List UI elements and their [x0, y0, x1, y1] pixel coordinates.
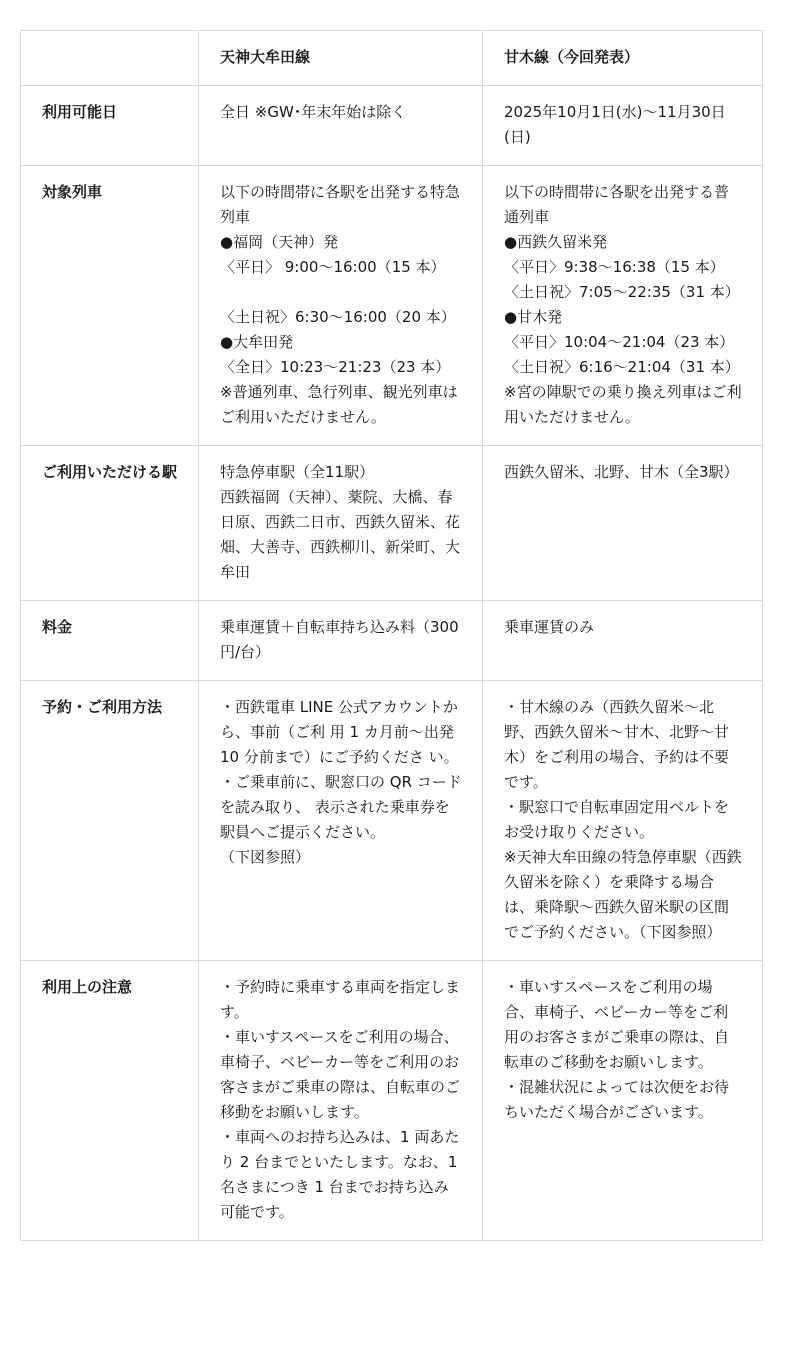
cell-line: ・西鉄電車 LINE 公式アカウントから、事前（ご利 用 1 カ月前～出発 10 分前まで）にご予約くださ い。 — [220, 698, 459, 766]
row-label: 予約・ご利用方法 — [21, 681, 199, 961]
cell-amagi — [483, 601, 763, 681]
cell-amagi — [483, 86, 763, 166]
cell-line: ※普通列車、急行列車、観光列車はご利用いただけません。 — [220, 383, 458, 426]
cell-line: ・混雑状況によっては次便をお待ちいただく場合がございます。 — [504, 1078, 730, 1121]
cell-tenjin-omuta — [199, 86, 483, 166]
cell-line: 〈土日祝〉6:16～21:04（31 本） — [504, 358, 740, 376]
cell-line: ●福岡（天神）発 — [220, 233, 339, 251]
cell-line: 〈平日〉10:04～21:04（23 本） — [504, 333, 735, 351]
cell-line: 乗車運賃のみ — [504, 618, 595, 636]
cell-tenjin-omuta — [199, 446, 483, 601]
cell-line: 以下の時間帯に各駅を出発する普通列車 — [504, 183, 730, 226]
cell-line: 全日 ※GW･年末年始は除く — [220, 103, 407, 121]
cell-line: ・予約時に乗車する車両を指定します。 — [220, 978, 461, 1021]
cell-tenjin-omuta — [199, 166, 483, 446]
header-cell-empty — [21, 31, 199, 86]
cell-tenjin-omuta — [199, 681, 483, 961]
cell-line: ●甘木発 — [504, 308, 563, 326]
cell-amagi — [483, 166, 763, 446]
cell-line: 乗車運賃＋自転車持ち込み料（300円/台） — [220, 618, 459, 661]
row-label: 利用上の注意 — [21, 961, 199, 1241]
cell-line: 西鉄久留米、北野、甘木（全3駅） — [504, 463, 739, 481]
cell-line: 〈土日祝〉6:30～16:00（20 本） — [220, 308, 456, 326]
comparison-table — [20, 30, 763, 1241]
row-label: 利用可能日 — [21, 86, 199, 166]
comparison-table-wrapper — [20, 30, 762, 1241]
cell-line: （下図参照） — [220, 848, 311, 866]
cell-line: ・車いすスペースをご利用の場合、車椅子、ベビーカー等をご利用のお客さまがご乗車の際は、自転車のご移動をお願いします。 — [504, 978, 730, 1071]
cell-line: 2025年10月1日(水)～11月30日(日) — [504, 103, 726, 146]
table-body — [21, 86, 763, 1241]
table-row-stations — [21, 446, 763, 601]
header-row — [21, 31, 763, 86]
cell-tenjin-omuta — [199, 601, 483, 681]
row-label: 対象列車 — [21, 166, 199, 446]
cell-amagi — [483, 961, 763, 1241]
cell-line: ・車いすスペースをご利用の場合、車椅子、ベビーカー等をご利用のお客さまがご乗車の際は、自転車のご移動をお願いします。 — [220, 1028, 461, 1121]
table-row-available-dates — [21, 86, 763, 166]
cell-line: 〈全日〉10:23～21:23（23 本） — [220, 358, 451, 376]
cell-line: 西鉄福岡（天神）、薬院、大橋、春日原、西鉄二日市、西鉄久留米、花畑、大善寺、西鉄柳川、新栄町、大牟田 — [220, 488, 461, 581]
row-label: ご利用いただける駅 — [21, 446, 199, 601]
cell-line: ・ご乗車前に、駅窓口の QR コードを読み取り、 表示された乗車券を駅員へご提示ください。 — [220, 773, 462, 841]
cell-line: 〈平日〉 9:00～16:00（15 本） — [220, 258, 446, 276]
cell-line: ●大牟田発 — [220, 333, 294, 351]
cell-line: 〈土日祝〉7:05～22:35（31 本） — [504, 283, 740, 301]
cell-line: ・甘木線のみ（西鉄久留米～北野、西鉄久留米～甘木、北野～甘木）をご利用の場合、予約は不要です。 — [504, 698, 730, 791]
table-header — [21, 31, 763, 86]
cell-line: ※天神大牟田線の特急停車駅（西鉄久留米を除く）を乗降する場合は、乗降駅～西鉄久留米駅の区間でご予約ください。（下図参照） — [504, 848, 742, 941]
cell-line — [220, 280, 462, 305]
table-row-target-trains — [21, 166, 763, 446]
header-cell-tenjin-omuta: 天神大牟田線 — [199, 31, 483, 86]
cell-line: ●西鉄久留米発 — [504, 233, 608, 251]
table-row-notes — [21, 961, 763, 1241]
cell-amagi — [483, 446, 763, 601]
cell-line: 以下の時間帯に各駅を出発する特急列車 — [220, 183, 461, 226]
cell-line: 特急停車駅（全11駅） — [220, 463, 375, 481]
header-cell-amagi: 甘木線（今回発表） — [483, 31, 763, 86]
cell-amagi — [483, 681, 763, 961]
cell-line: ・駅窓口で自転車固定用ベルトをお受け取りください。 — [504, 798, 730, 841]
cell-line: 〈平日〉9:38～16:38（15 本） — [504, 258, 725, 276]
cell-tenjin-omuta — [199, 961, 483, 1241]
row-label: 料金 — [21, 601, 199, 681]
cell-line: ・車両へのお持ち込みは、1 両あたり 2 台までといたします。なお、1 名さまにつき 1 台までお持ち込み可能です。 — [220, 1128, 463, 1221]
cell-line: ※宮の陣駅での乗り換え列車はご利用いただけません。 — [504, 383, 742, 426]
table-row-fare — [21, 601, 763, 681]
table-row-reservation — [21, 681, 763, 961]
